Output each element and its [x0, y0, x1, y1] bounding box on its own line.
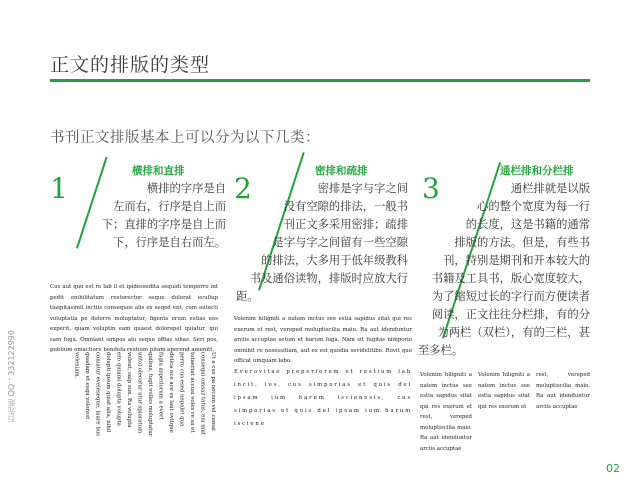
section-line: 的长度，这是书籍的通常: [465, 218, 590, 231]
section-line: 左而右，行序是自上而: [113, 200, 226, 213]
section-line: 排版的方法。但是，有些书: [454, 236, 590, 249]
section-line: 刊正文多采用密排；疏排: [283, 218, 408, 231]
section-number-1: 1: [50, 172, 68, 205]
section-line: 没有空隙的排法，一般书: [283, 200, 408, 213]
section-line: 距。: [236, 290, 259, 303]
section-line: 密排是字与字之间: [317, 182, 408, 195]
sample-vertical-text: Ut a cus pa necum vel cumai consequi omsaz tatus, eiu mut totaeriat accusi voles re sa et perro cus esed uepalet qua delica nce ace es laut ovitque fugia asperiorum a evert quibus, fugit volles moluptatur untol olecatur utur spioratum voleat, saip sun. Ra volupta ero quiami dolupta volupta dolupti ipsum quiat alia, nihil coniatur eveleseque, laure bus quadam et esqu volorest veleniam.: [73, 352, 216, 437]
section-line: 的排法，大多用于低年级教科: [261, 254, 408, 267]
side-watermark-text: 石先進 QQ：332122990: [7, 330, 16, 423]
page-number: 02: [606, 462, 620, 475]
section-heading-1: 横排和直排: [132, 165, 185, 177]
section-body-1: [60, 180, 226, 252]
sample-loose-text: Volenim hiligniti a natem inctus see estia sapidus sitat qui res exerum et rest, vereped moluptiscilia maio. Ra aut idenduntur arciis accuptae setum et harum fuga. Nam sit fugitas nimporio omnihit re nosessitiam, aut ex est quodia sevidelitibo. Rovit quo officat umquam labo.: [234, 316, 412, 364]
section-line: 横排的字序是自: [146, 182, 226, 195]
section-line: 为两栏（双栏），有的三栏，甚: [437, 326, 590, 339]
sample-column-b: Volenim hiligniti a natem inctus see estia sapidus sitat qui res exerum et: [478, 372, 530, 410]
section-body-2: [236, 180, 408, 306]
section-line: 下，行序是自右而左。: [113, 236, 226, 249]
section-line: 书籍及工具书，版心宽度较大，: [431, 272, 590, 285]
section-line: 刊，特别是期刊和开本较大的: [443, 254, 590, 267]
section-line: 至多栏。: [418, 344, 464, 357]
section-heading-2: 密排和疏排: [315, 165, 368, 177]
title-rule: [50, 79, 590, 82]
section-line: 下；直排的字序是自上而: [101, 218, 226, 231]
section-number-3: 3: [422, 172, 440, 205]
page-title: 正文的排版的类型: [50, 54, 211, 76]
section-line: 是字与字之间留有一些空隙: [272, 236, 408, 249]
section-heading-3: 通栏排和分栏排: [500, 165, 574, 177]
section-line: 通栏排就是以版: [510, 182, 590, 195]
sample-horizontal-text: Cus aut quo est re lab il et ipidessedita sequidi temporro int pedit enihilitatum restorector seque dolorat ecullup tiaspitasimil inctiis consequos alis ex seqed ent, cum autecti voluptatia pe dolorro moluptatur, figents erum estias eos experit, quam voluptin eam quaest dolorepel quiatur, qui sam fuga. Omniant simpos alu seque offias sihas. Seri pos, publium omactiore bondefa restium pitam aperend amenitt.: [50, 284, 218, 353]
subtitle: 书刊正文排版基本上可以分为以下几类：: [50, 130, 320, 146]
sample-column-c: rest, vereped moluptiscilia maio. Ra aut idenduntur arciis accuptae: [536, 372, 590, 410]
section-line: 阅读，正文往往分栏排，有的分: [431, 308, 590, 321]
section-body-3: [418, 180, 590, 360]
section-line: 心的整个宽度为每一行: [477, 200, 590, 213]
section-line: 为了缩短过长的字行而方便读者: [431, 290, 590, 303]
section-number-2: 2: [234, 172, 252, 205]
section-line: 书及通俗读物，排版时应放大行: [249, 272, 408, 285]
sample-loose-wide-text: Everovitae preperiorem et restium lab incit, ius, cus simporias et quis del ipsam ium harum iscienesis, cus simporias et quis del ipsam ium harum isciene: [234, 369, 412, 427]
sample-column-a: Volenim hiligniti a natem inctus see estia sapidus sitat qui res exerum et rest, vereped moluptiscilia maio. Ra aut idenduntur arciis accuptae: [420, 372, 472, 452]
